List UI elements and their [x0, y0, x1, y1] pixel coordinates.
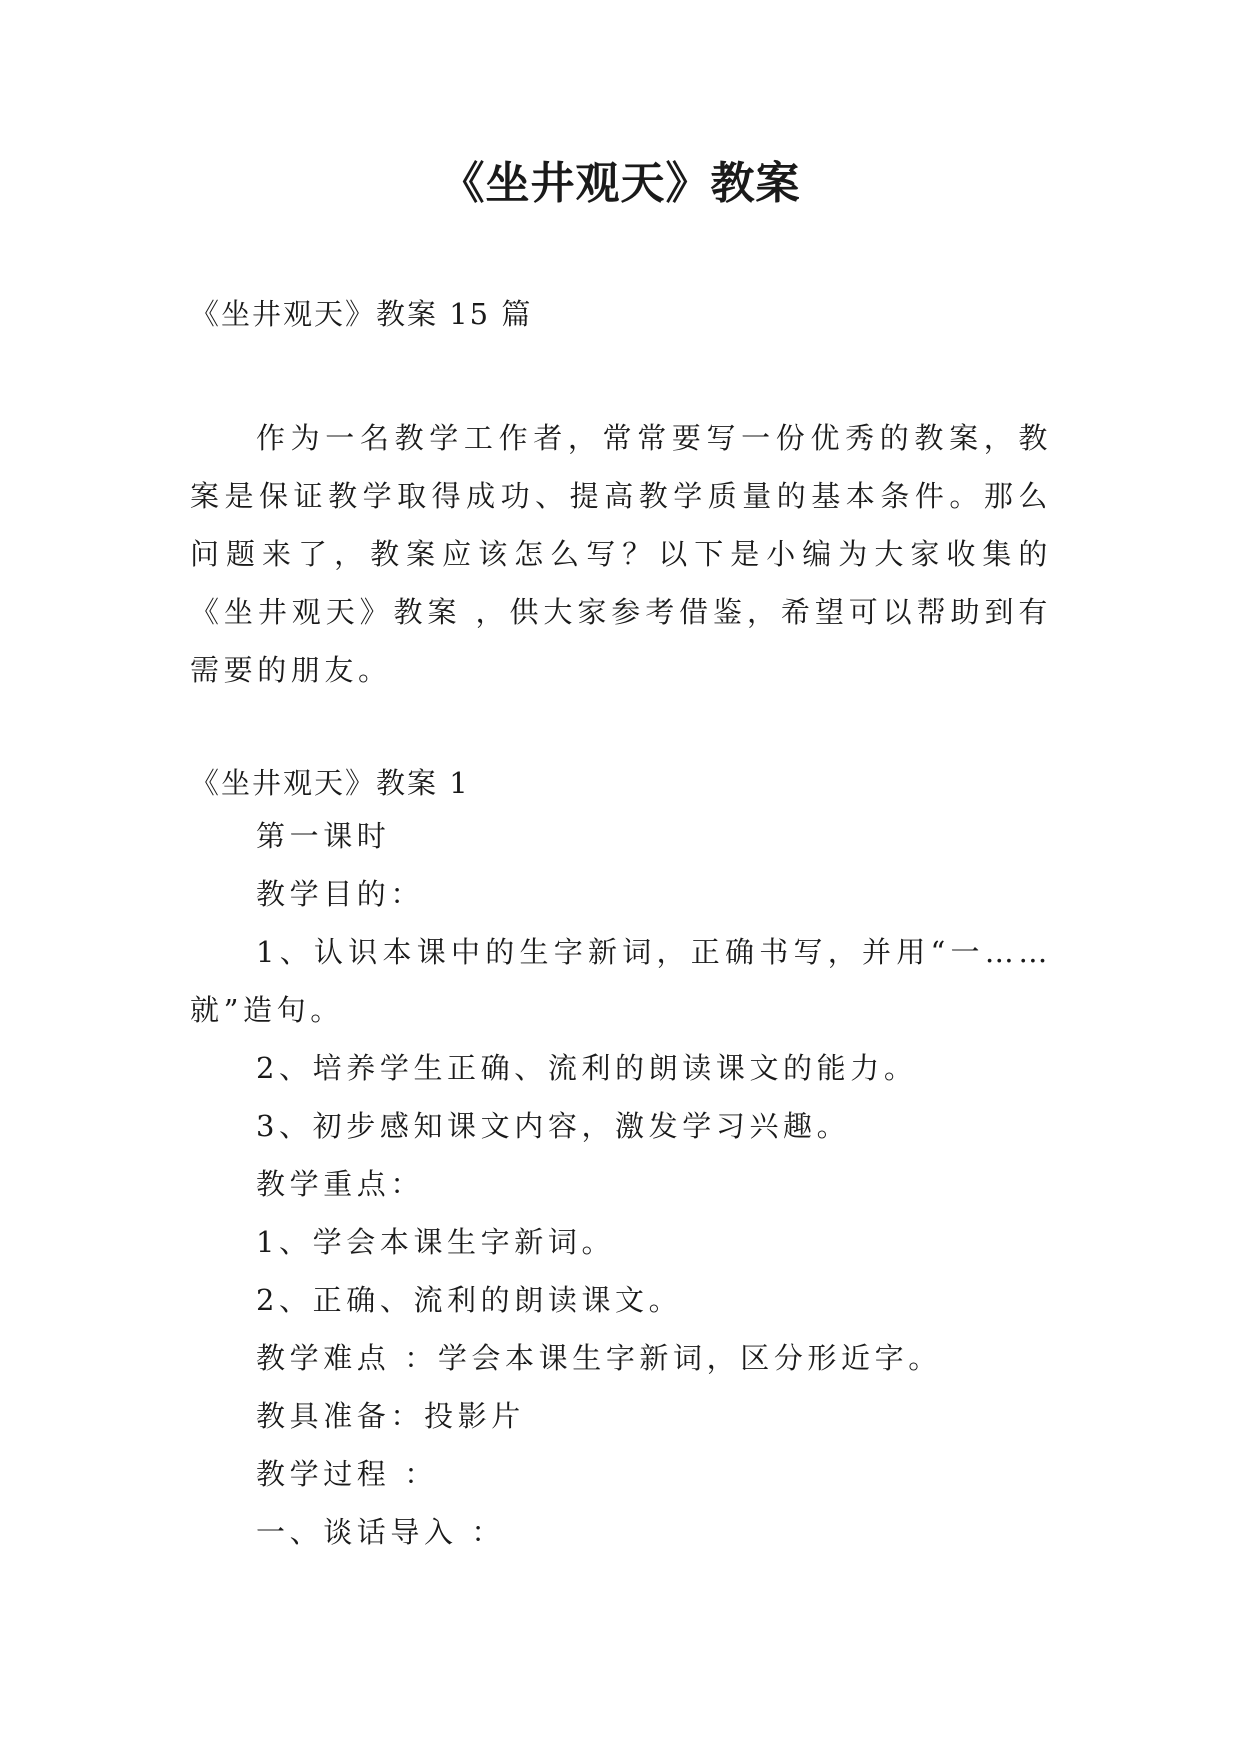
document-title: 《坐井观天》教案 [440, 158, 801, 209]
lesson-line: 2、培养学生正确、流利的朗读课文的能力。 [256, 1051, 918, 1085]
lesson-line: 教具准备：投影片 [256, 1399, 525, 1433]
document-subtitle: 《坐井观天》教案 15 篇 [190, 297, 533, 331]
lesson-line: 教学重点： [256, 1167, 425, 1201]
lesson-line: 一、谈话导入 ： [256, 1515, 506, 1549]
lesson-line: 1、认识本课中的生字新词，正确书写，并用“一……就”造句。 [190, 935, 1052, 1027]
lesson-line: 3、初步感知课文内容，激发学习兴趣。 [256, 1109, 851, 1143]
lesson-plan-lines [190, 807, 1052, 1561]
lesson-line: 教学过程 ： [256, 1457, 438, 1491]
section-heading: 《坐井观天》教案 1 [190, 766, 470, 800]
lesson-line: 2、正确、流利的朗读课文。 [256, 1283, 683, 1317]
intro-paragraph: 作为一名教学工作者，常常要写一份优秀的教案，教案是保证教学取得成功、提高教学质量的基本条件。那么问题来了，教案应该怎么写？以下是小编为大家收集的《坐井观天》教案 ，供大家参考借鉴，希望可以帮助到有需要的朋友。 [190, 421, 1052, 687]
lesson-line: 教学难点 ：学会本课生字新词，区分形近字。 [256, 1341, 942, 1375]
lesson-line: 1、学会本课生字新词。 [256, 1225, 616, 1259]
lesson-line: 教学目的： [256, 877, 425, 911]
lesson-line: 第一课时 [256, 819, 391, 853]
